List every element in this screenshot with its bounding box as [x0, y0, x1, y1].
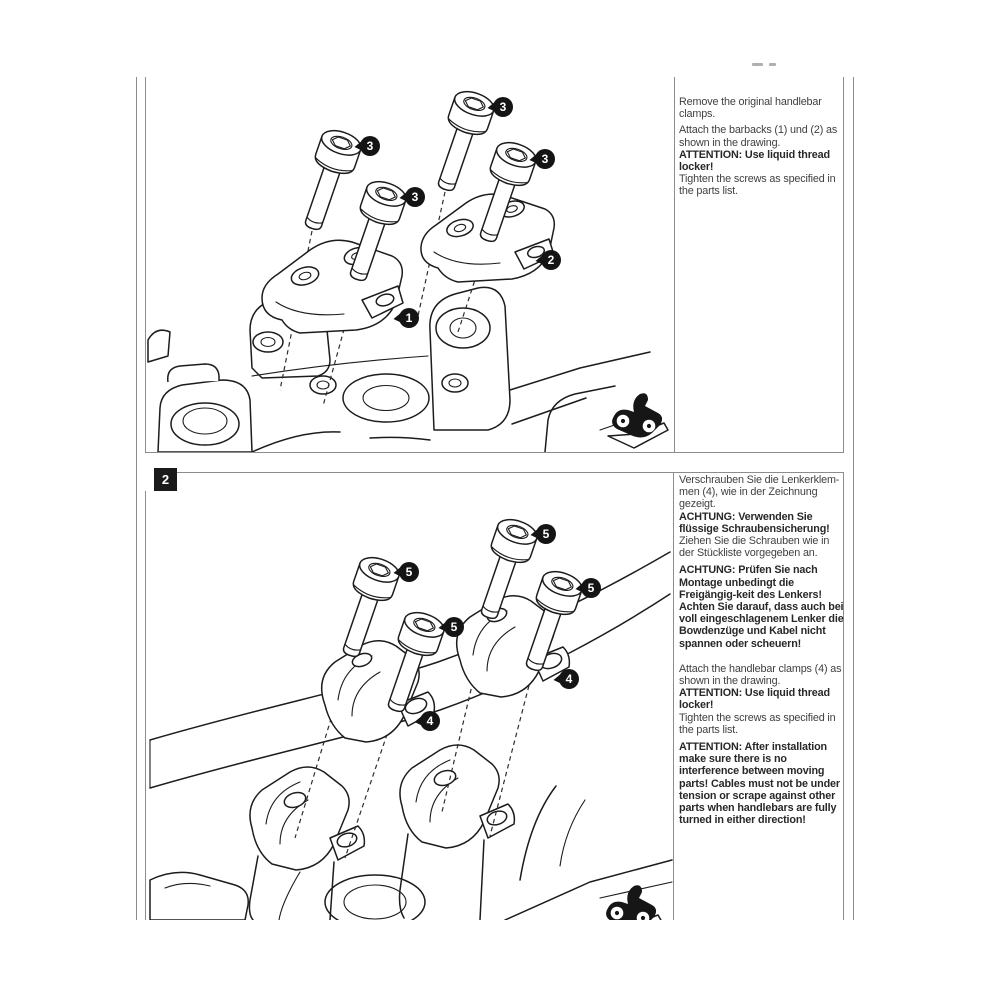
- svg-text:1: 1: [405, 311, 413, 326]
- panel2-divider: [673, 473, 674, 920]
- instruction-paragraph: Remove the original handlebar clamps.: [679, 96, 822, 121]
- screw-drawing: [293, 126, 365, 235]
- step-2-label: 2: [161, 472, 170, 487]
- svg-text:5: 5: [542, 527, 550, 542]
- screw-drawing: [426, 87, 498, 196]
- panel1-divider: [674, 77, 675, 453]
- instruction-paragraph: Attach the barbacks (1) und (2) as shown in the drawing.: [679, 124, 838, 149]
- svg-text:3: 3: [499, 100, 507, 115]
- svg-text:2: 2: [547, 253, 555, 268]
- page-border-left: [136, 77, 137, 920]
- panel2-diagram: [146, 473, 673, 920]
- instruction-paragraph: Tighten the screws as specified in the parts list.: [679, 711, 836, 736]
- svg-text:5: 5: [450, 620, 458, 635]
- callout-barback-1: [394, 308, 420, 328]
- svg-text:5: 5: [587, 581, 595, 596]
- panel1-instructions: [679, 96, 844, 198]
- svg-text:4: 4: [426, 714, 434, 729]
- instruction-paragraph: ACHTUNG: Verwenden Sie flüssige Schraubensicherung!: [679, 510, 830, 535]
- page-border-right: [853, 77, 854, 920]
- svg-text:5: 5: [405, 565, 413, 580]
- instruction-paragraph: ACHTUNG: Prüfen Sie nach Montage unbedingt die Freigängig-keit des Lenkers! Achten Sie darauf, dass auch bei voll eingeschlagenem Lenker die Bowdenzüge und Kabel nicht spannen oder scheuern!: [679, 564, 844, 650]
- triple-clamp-drawing: [148, 287, 652, 452]
- barback-left-drawing: [262, 240, 403, 333]
- panel1-diagram: [146, 78, 673, 452]
- brand-rider-logo: [608, 393, 668, 448]
- cropped-text-remnant: [752, 63, 782, 71]
- svg-text:3: 3: [541, 152, 549, 167]
- instruction-paragraph: ATTENTION: Use liquid thread locker!: [679, 687, 830, 712]
- panel1-border-bottom: [145, 452, 844, 453]
- instruction-paragraph: Tighten the screws as specified in the parts list.: [679, 173, 836, 198]
- svg-text:3: 3: [411, 190, 419, 205]
- svg-text:4: 4: [565, 672, 573, 687]
- mounted-riser-assembly-drawing: [150, 745, 672, 920]
- instruction-paragraph: Attach the handlebar clamps (4) as shown in the drawing.: [679, 662, 842, 688]
- instruction-paragraph: ATTENTION: After installation make sure there is no interference between moving parts! Cables must not be under tension or scrape against other parts when handlebars are fully turned in either direction!: [679, 741, 840, 827]
- brand-rider-logo: [602, 885, 662, 920]
- panel2-instructions: [679, 474, 844, 830]
- instruction-paragraph: Ziehen Sie die Schrauben wie in der Stückliste vorgegeben an.: [679, 535, 830, 560]
- instruction-paragraph: Verschrauben Sie die Lenkerklem-men (4), wie in der Zeichnung gezeigt.: [679, 474, 840, 511]
- svg-text:3: 3: [366, 139, 374, 154]
- instruction-paragraph: ATTENTION: Use liquid thread locker!: [679, 148, 830, 174]
